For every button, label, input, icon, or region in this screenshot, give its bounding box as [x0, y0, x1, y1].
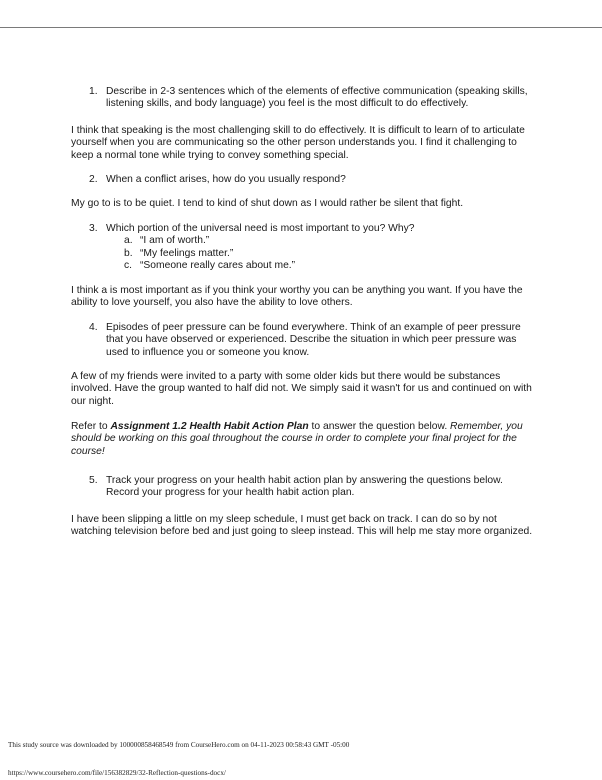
option-b-letter: b. — [124, 248, 133, 259]
reference-middle: to answer the question below. — [308, 421, 451, 432]
option-a-text: “I am of worth.” — [140, 235, 210, 246]
question-2-text: When a conflict arises, how do you usually respond? — [106, 174, 346, 185]
option-b-text: “My feelings matter.” — [140, 248, 234, 259]
answer-3: I think a is most important as if you think your worthy you can be anything you want. If you have the ability to love yourself, you also have the ability to love others. — [71, 285, 523, 309]
question-3-number: 3. — [89, 223, 98, 234]
reference-prefix: Refer to — [71, 421, 111, 432]
question-5-text: Track your progress on your health habit action plan by answering the questions below. Record your progress for your health habit action plan. — [106, 475, 503, 499]
question-3-text: Which portion of the universal need is most important to you? Why? — [106, 223, 415, 234]
option-c-letter: c. — [124, 260, 133, 271]
question-4-number: 4. — [89, 322, 98, 333]
reference-note: Remember, you should be working on this goal throughout the course in order to complete your final project for the course! — [71, 421, 523, 457]
question-1-text: Describe in 2-3 sentences which of the elements of effective communication (speaking skills, listening skills, and body language) you feel is the most difficult to do effectively. — [106, 86, 528, 110]
question-2-number: 2. — [89, 174, 98, 185]
answer-5: I have been slipping a little on my sleep schedule, I must get back on track. I can do so by not watching television before bed and just going to sleep instead. This will help me stay more organized. — [71, 514, 533, 538]
source-url[interactable]: https://www.coursehero.com/file/156382829/32-Reflection-questions-docx/ — [8, 769, 226, 777]
question-1-number: 1. — [89, 86, 98, 97]
question-5-number: 5. — [89, 475, 98, 486]
download-source-note: This study source was downloaded by 100000858468549 from CourseHero.com on 04-11-2023 00:58:43 GMT -05:00 — [8, 741, 350, 749]
assignment-reference — [71, 421, 536, 458]
option-c-text: “Someone really cares about me.” — [140, 260, 296, 271]
option-a-letter: a. — [124, 235, 133, 246]
assignment-title: Assignment 1.2 Health Habit Action Plan — [110, 421, 309, 432]
answer-1: I think that speaking is the most challenging skill to do effectively. It is difficult to learn of to articulate yourself when you are communicating so the other person understands you. I find it challenging to keep a normal tone while trying to convey something special. — [71, 125, 525, 161]
answer-4: A few of my friends were invited to a party with some older kids but there would be substances involved. Have the group wanted to half did not. We simply said it wasn't for us and continued on with our night. — [71, 371, 532, 407]
answer-2: My go to is to be quiet. I tend to kind of shut down as I would rather be silent that fight. — [71, 198, 464, 209]
question-4-text: Episodes of peer pressure can be found everywhere. Think of an example of peer pressure that you have observed or experienced. Describe the situation in which peer pressure was used to influence you or someone you know. — [106, 322, 521, 358]
